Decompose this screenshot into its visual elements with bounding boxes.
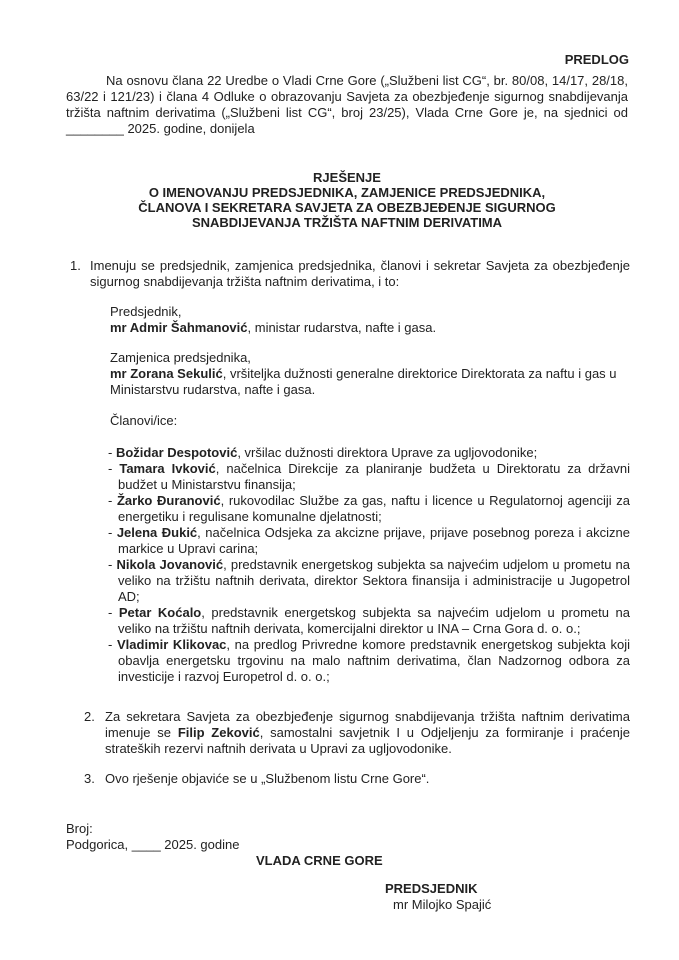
- place-date: Podgorica, ____ 2025. godine: [66, 837, 240, 852]
- item-3: [84, 771, 630, 787]
- role-label: Zamjenica predsjednika,: [110, 350, 251, 365]
- person-desc: , vršiteljka dužnosti generalne direktorice Direktorata za naftu i gas u Ministarstvu rudarstva, nafte i gasa.: [110, 366, 617, 397]
- members-list: [108, 445, 630, 685]
- item-number: 1.: [70, 258, 81, 273]
- member-desc: , predstavnik energetskog subjekta sa najvećim udjelom u prometu na veliko na tržištu naftnih derivata, komercijalni direktor u INA – Crna Gora d. o. o.;: [118, 605, 630, 636]
- predlog-label: PREDLOG: [564, 52, 629, 67]
- members-label: Članovi/ice:: [110, 413, 178, 428]
- title-line: RJEŠENJE: [313, 170, 381, 185]
- member-name: Vladimir Klikovac: [116, 637, 227, 652]
- member-name: Jelena Đukić: [116, 525, 198, 540]
- president-title: PREDSJEDNIK: [385, 881, 478, 896]
- list-item: - Božidar Despotović, vršilac dužnosti direktora Uprave za ugljovodonike;: [108, 445, 538, 460]
- list-item: - Nikola Jovanović, predstavnik energetskog subjekta sa najvećim udjelom u prometu na veliko na tržištu naftnih derivata, direktor Sektora finansija i administracije u Jugopetrol AD;: [108, 557, 630, 604]
- member-desc: , načelnica Direkcije za planiranje budžeta u Direktoratu za državni budžet u Ministarstvu finansija;: [118, 461, 630, 492]
- item-text-pre: Za sekretara Savjeta za obezbjeđenje sigurnog snabdijevanja tržišta naftnim derivatima imenuje se: [105, 709, 630, 740]
- list-item: - Žarko Đuranović, rukovodilac Službe za gas, naftu i licence u Regulatornoj agenciji za energetiku i regulisane komunalne djelatnosti;: [108, 493, 630, 524]
- member-desc: , na predlog Privredne komore predstavnik energetskog subjekta koji obavlja energetsku trgovinu na malo naftnim derivatima, član Nadzornog odbora za investicije i razvoj Europetrol d. o. o.;: [118, 637, 630, 684]
- president-name: mr Milojko Spajić: [393, 897, 492, 912]
- member-name: Petar Koćalo: [118, 605, 202, 620]
- document-title: [66, 170, 628, 230]
- item-number: 3.: [84, 771, 95, 786]
- role-label: Predsjednik,: [110, 304, 182, 319]
- broj-label: Broj:: [66, 821, 93, 836]
- person-name: mr Admir Šahmanović: [110, 320, 248, 335]
- document-body: [66, 258, 630, 913]
- member-name: Tamara Ivković: [119, 461, 216, 476]
- title-line: O IMENOVANJU PREDSJEDNIKA, ZAMJENICE PREDSJEDNIKA,: [148, 185, 546, 200]
- person-desc: , ministar rudarstva, nafte i gasa.: [247, 320, 437, 335]
- member-name: Božidar Despotović: [115, 445, 238, 460]
- list-item: - Tamara Ivković, načelnica Direkcije za planiranje budžeta u Direktoratu za državni budžet u Ministarstvu finansija;: [108, 461, 630, 492]
- item-number: 2.: [84, 709, 95, 724]
- intro-paragraph: Na osnovu člana 22 Uredbe o Vladi Crne Gore („Službeni list CG“, br. 80/08, 14/17, 28/18, 63/22 i 121/23) i člana 4 Odluke o obrazovanju Savjeta za obezbjeđenje sigurnog snabdijevanja tržišta naftnim derivatima („Službeni list CG“, broj 23/25), Vlada Crne Gore je, na sjednici od ________ 2025. godine, donijela: [66, 73, 628, 136]
- secretary-name: Filip Zeković: [177, 725, 260, 740]
- person-name: mr Zorana Sekulić: [110, 366, 223, 381]
- member-name: Žarko Đuranović: [116, 493, 221, 508]
- reference-block: [66, 821, 630, 853]
- list-item: - Petar Koćalo, predstavnik energetskog subjekta sa najvećim udjelom u prometu na veliko na tržištu naftnih derivata, komercijalni direktor u INA – Crna Gora d. o. o.;: [108, 605, 630, 636]
- list-item: - Vladimir Klikovac, na predlog Privredne komore predstavnik energetskog subjekta koji obavlja energetsku trgovinu na malo naftnim derivatima, član Nadzornog odbora za investicije i razvoj Europetrol d. o. o.;: [108, 637, 630, 684]
- item-2: [84, 709, 630, 757]
- title-line: ČLANOVA I SEKRETARA SAVJETA ZA OBEZBJEĐENJE SIGURNOG: [138, 200, 556, 215]
- member-desc: , predstavnik energetskog subjekta sa najvećim udjelom u prometu na veliko na tržištu naftnih derivata, direktor Sektora finansija i administracije u Jugopetrol AD;: [118, 557, 630, 604]
- deputy-block: [110, 350, 628, 398]
- member-desc: , rukovodilac Službe za gas, naftu i licence u Regulatornoj agenciji za energetiku i regulisane komunalne djelatnosti;: [118, 493, 630, 524]
- president-block: [110, 304, 628, 336]
- member-name: Nikola Jovanović: [116, 557, 224, 572]
- item-text: Ovo rješenje objaviće se u „Službenom listu Crne Gore“.: [105, 771, 430, 786]
- title-line: SNABDIJEVANJA TRŽIŠTA NAFTNIM DERIVATIMA: [191, 215, 503, 230]
- item-1: [66, 258, 630, 290]
- item-text: [105, 709, 630, 757]
- member-desc: , načelnica Odsjeka za akcizne prijave, prijave posebnog poreza i akcizne markice u Upravi carina;: [118, 525, 630, 556]
- item-text: Imenuju se predsjednik, zamjenica predsjednika, članovi i sekretar Savjeta za obezbjeđenje sigurnog snabdijevanja tržišta naftnim derivatima, i to:: [90, 258, 630, 289]
- item-text-post: , samostalni savjetnik I u Odjeljenju za formiranje i praćenje strateških rezervi naftnih derivata u Upravi za ugljovodonike.: [105, 725, 630, 756]
- government-name: VLADA CRNE GORE: [256, 853, 383, 868]
- list-item: - Jelena Đukić, načelnica Odsjeka za akcizne prijave, prijave posebnog poreza i akcizne markice u Upravi carina;: [108, 525, 630, 556]
- member-desc: , vršilac dužnosti direktora Uprave za ugljovodonike;: [237, 445, 538, 460]
